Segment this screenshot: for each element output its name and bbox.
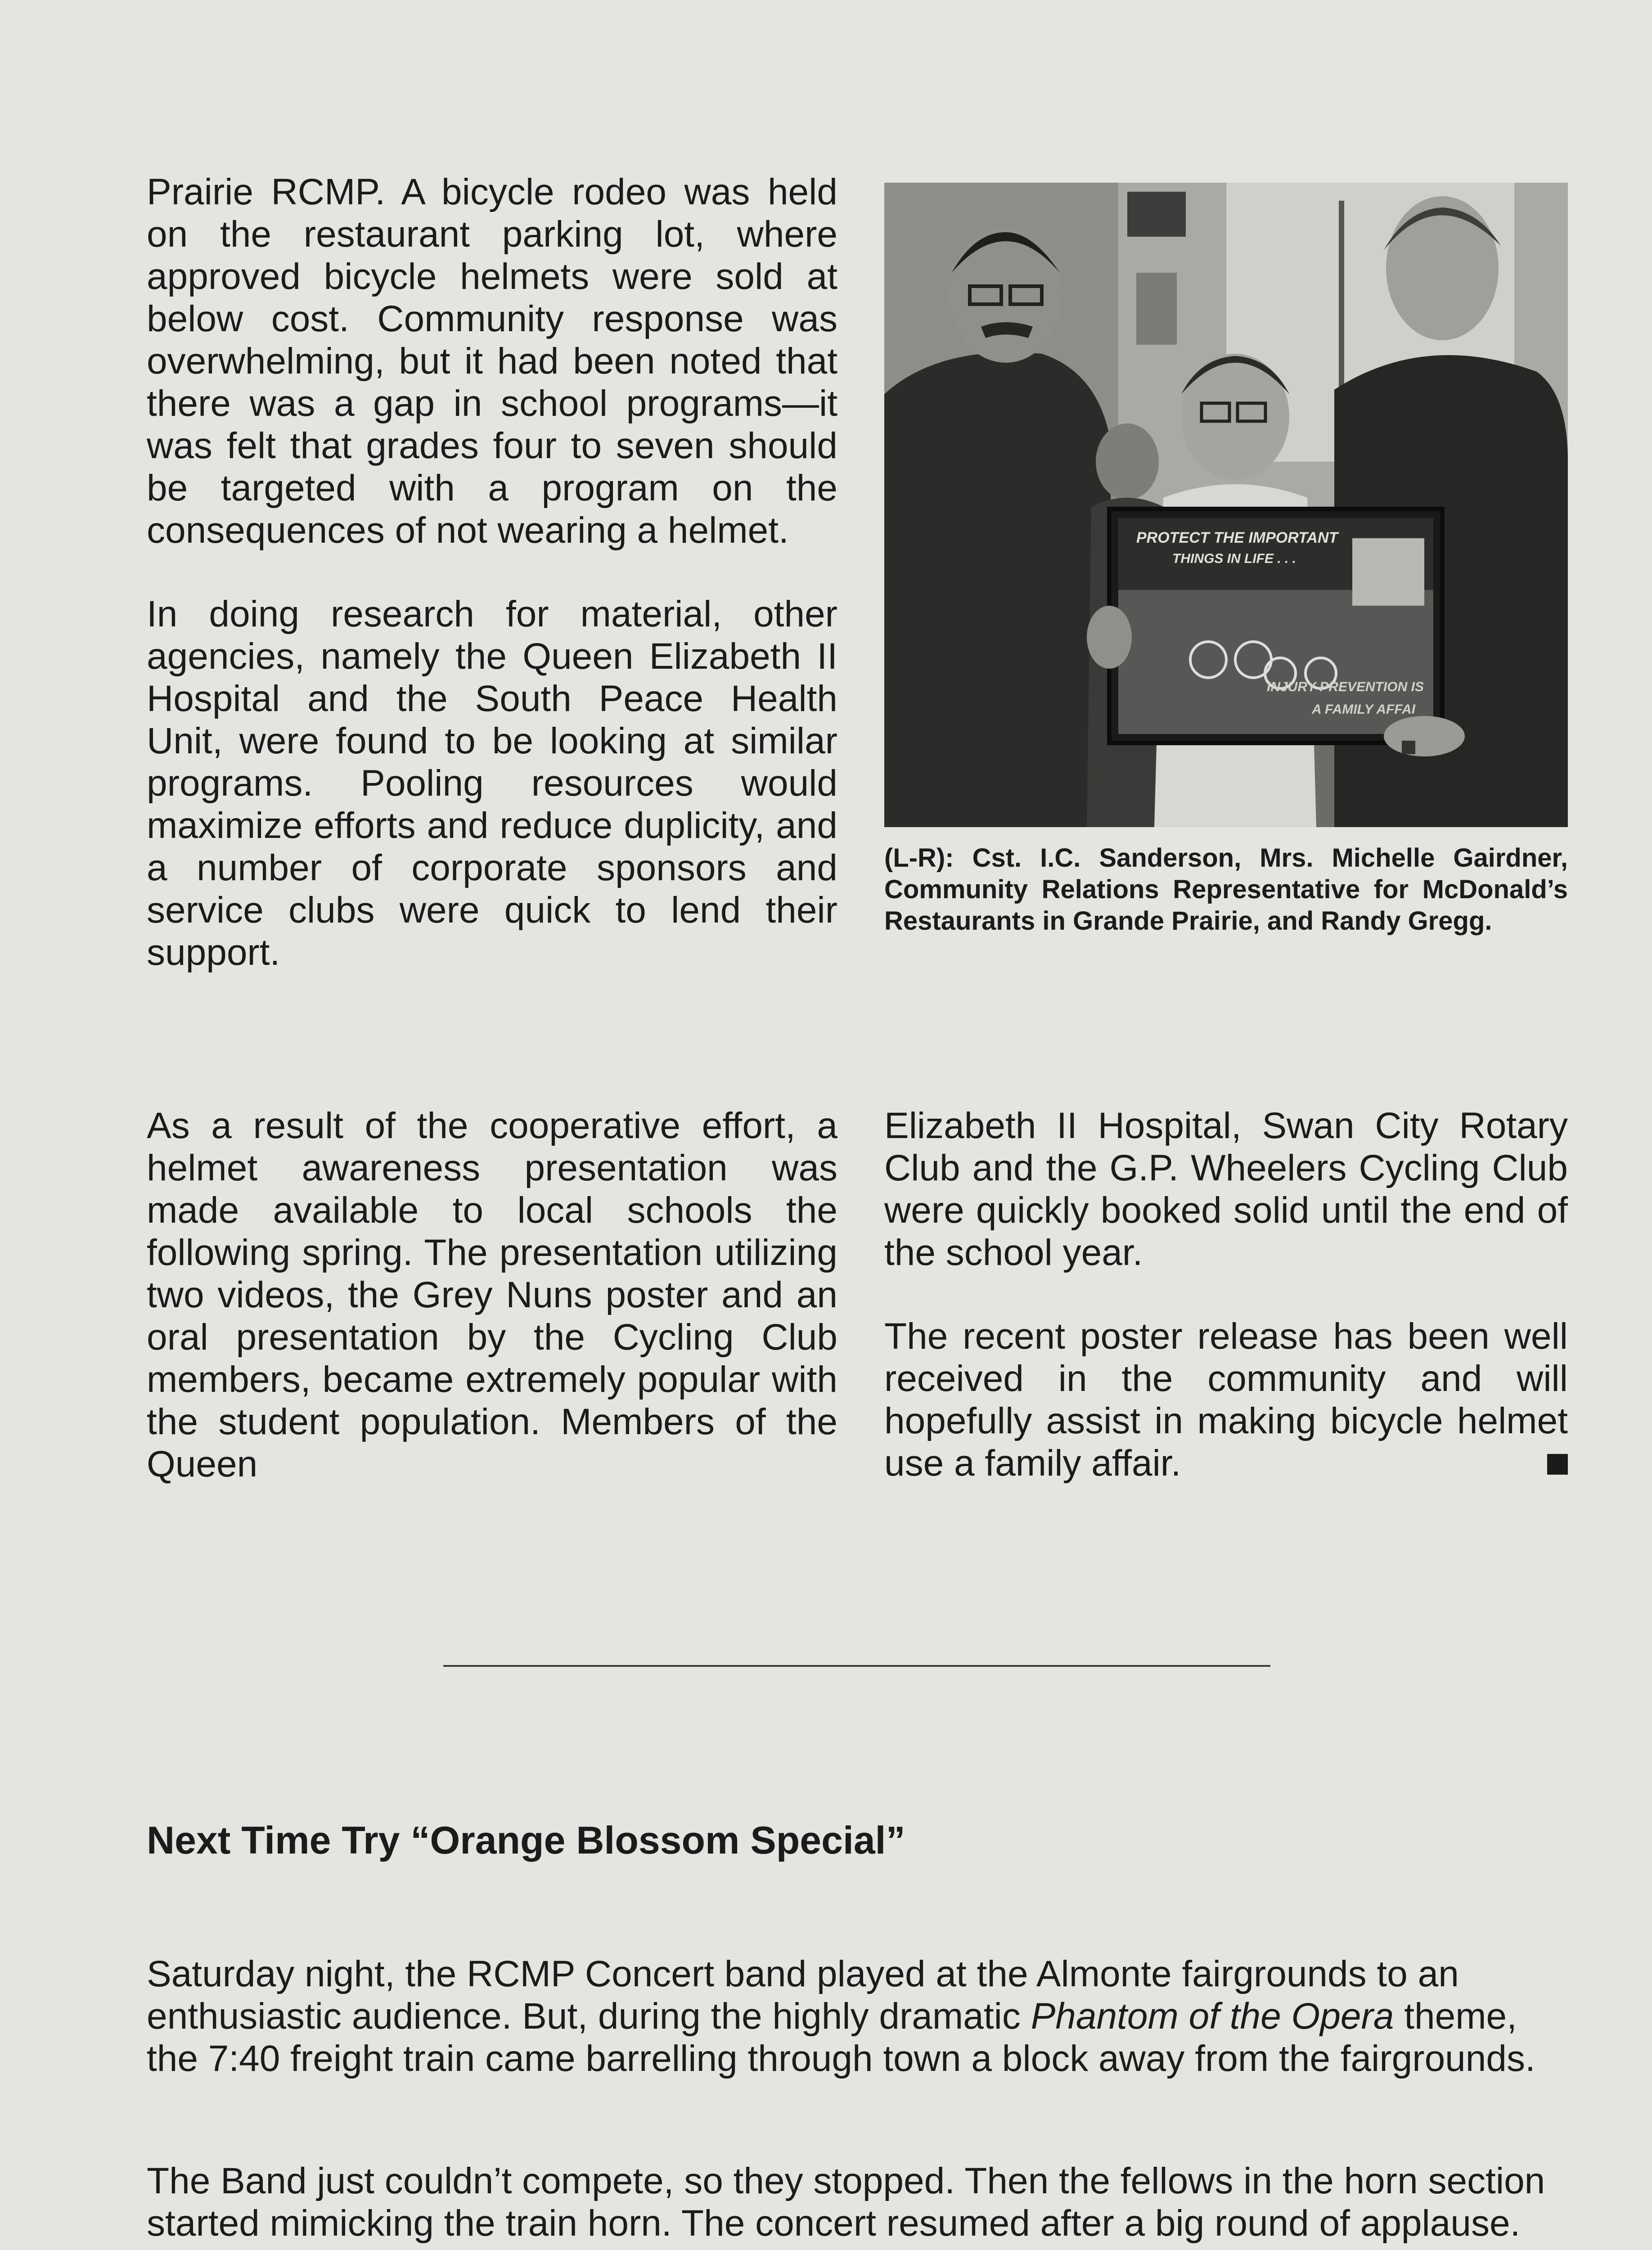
article-paragraph: In doing research for material, other agencies, namely the Queen Elizabeth II Hospital and the South Peace Health Unit, were found to be looking at similar programs. Pooling resources would maximize efforts and reduce duplicity, and a number of corporate sponsors and service clubs were quick to lend their support. xyxy=(147,594,837,973)
article-paragraph-text: The recent poster release has been well received in the community and will hopefully assist in making bicycle helmet use a family affair. xyxy=(884,1316,1568,1484)
photo-caption: (L-R): Cst. I.C. Sanderson, Mrs. Michelle Gairdner, Community Relations Representative for McDonald’s Restaurants in Grande Prairie, and Randy Gregg. xyxy=(884,843,1568,936)
story-paragraph xyxy=(147,1953,1568,2080)
story-text: theme, the 7:40 freight train came barrelling through town a block away from the fairgrounds. xyxy=(147,1996,1535,2079)
photo-illustration xyxy=(884,183,1568,827)
section-divider xyxy=(443,1665,1270,1667)
story-text: Saturday night, the RCMP Concert band played at the Almonte fairgrounds to an enthusiastic audience. But, during the highly dramatic xyxy=(147,1953,1459,2037)
story-paragraph: The Band just couldn’t compete, so they stopped. Then the fellows in the horn section started mimicking the train horn. The concert resumed after a big round of applause. xyxy=(147,2160,1545,2244)
story-headline: Next Time Try “Orange Blossom Special” xyxy=(147,1819,905,1862)
article-paragraph xyxy=(884,1315,1568,1485)
article-column-right-bottom xyxy=(884,1105,1568,1485)
article-column-left-top xyxy=(147,171,837,974)
poster-text: THINGS IN LIFE . . . xyxy=(1172,551,1296,566)
article-paragraph: As a result of the cooperative effort, a helmet awareness presentation was made available to local schools the following spring. The presentation utilizing two videos, the Grey Nuns poster and an oral presentation by the Cycling Club members, became extremely popular with the student population. Members of the Queen xyxy=(147,1105,837,1485)
story-italic-title: Phantom of the Opera xyxy=(1031,1996,1394,2037)
poster-text: PROTECT THE IMPORTANT xyxy=(1136,529,1338,546)
article-column-left-bottom xyxy=(147,1105,837,1485)
poster-text: A FAMILY AFFAI xyxy=(1312,702,1415,717)
poster-text: INJURY PREVENTION IS xyxy=(1267,680,1424,694)
end-of-article-mark xyxy=(1547,1454,1568,1475)
article-photo xyxy=(884,183,1568,827)
article-paragraph: Prairie RCMP. A bicycle rodeo was held on the restaurant parking lot, where approved bicycle helmets were sold at below cost. Community response was overwhelming, but it had been noted that there was a gap in school programs—it was felt that grades four to seven should be targeted with a program on the consequences of not wearing a helmet. xyxy=(147,171,837,551)
article-paragraph: Elizabeth II Hospital, Swan City Rotary Club and the G.P. Wheelers Cycling Club were quickly booked solid until the end of the school year. xyxy=(884,1105,1568,1273)
